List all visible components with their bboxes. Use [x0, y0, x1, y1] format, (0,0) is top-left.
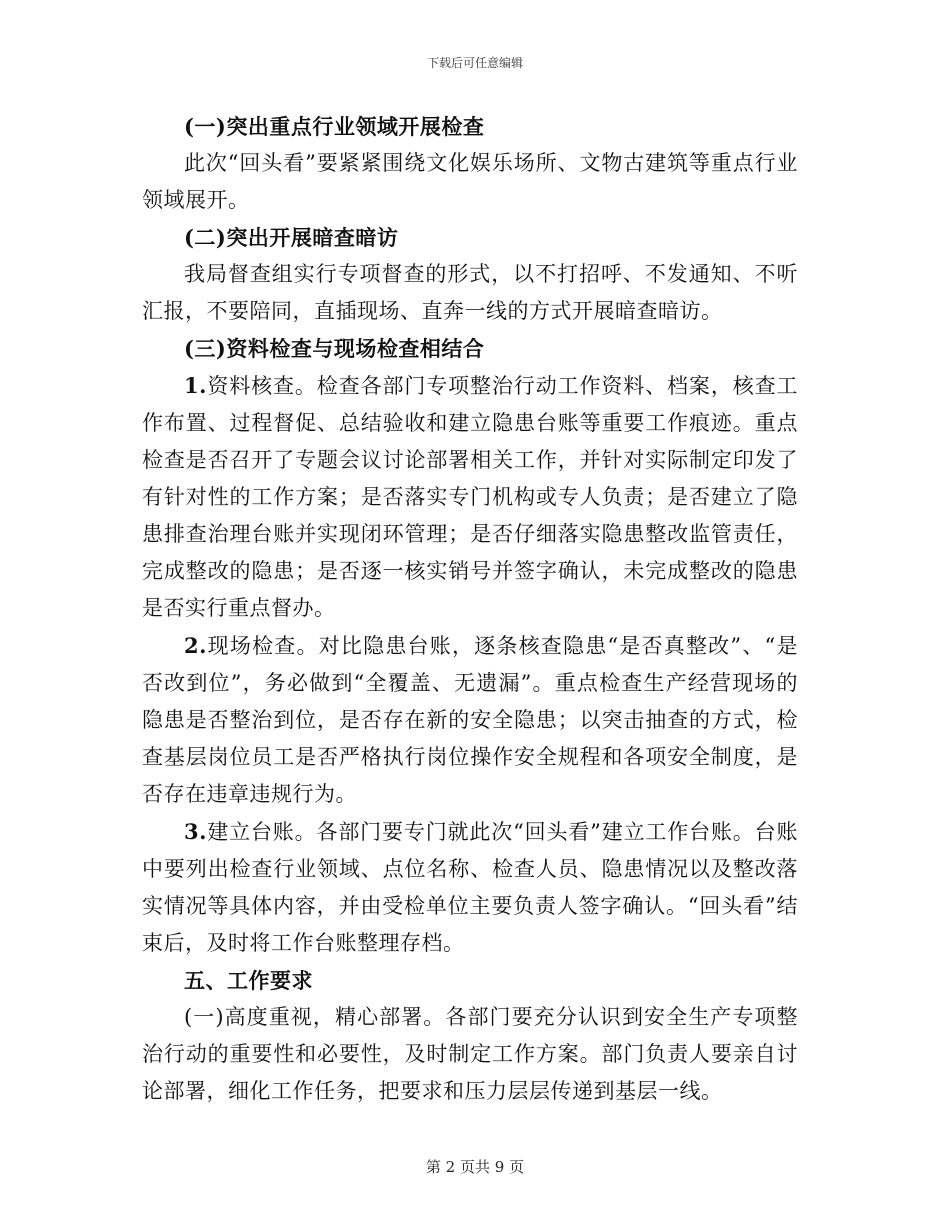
paragraph-4 — [142, 627, 798, 813]
item-number-1: 1. — [184, 373, 207, 398]
paragraph-6: (一)高度重视，精心部署。各部门要充分认识到安全生产专项整治行动的重要性和必要性，及时制定工作方案。部门负责人要亲自讨论部署，细化工作任务，把要求和压力层层传递到基层一线。 — [142, 1005, 798, 1103]
paragraph-3 — [142, 367, 798, 627]
page-number: 第 2 页共 9 页 — [425, 1158, 525, 1176]
header-note: 下载后可任意编辑 — [426, 56, 523, 70]
paragraph-5 — [142, 813, 798, 962]
paragraph-2: 我局督查组实行专项督查的形式，以不打招呼、不发通知、不听汇报，不要陪同，直插现场、直奔一线的方式开展暗查暗访。 — [142, 262, 798, 323]
paragraph-4-text: 现场检查。对比隐患台账，逐条核查隐患“是否真整改”、“是否改到位”，务必做到“全覆盖、无遗漏”。重点检查生产经营现场的隐患是否整治到位，是否存在新的安全隐患；以突击抽查的方式，检查基层岗位员工是否严格执行岗位操作安全规程和各项安全制度，是否存在违章违规行为。 — [142, 634, 798, 806]
section-heading-1: (一)突出重点行业领域开展检查 — [184, 114, 485, 139]
paragraph-5-text: 建立台账。各部门要专门就此次“回头看”建立工作台账。台账中要列出检查行业领域、点位名称、检查人员、隐患情况以及整改落实情况等具体内容，并由受检单位主要负责人签字确认。“回头看”结束后，及时将工作台账整理存档。 — [142, 820, 798, 955]
section-heading-3: (三)资料检查与现场检查相结合 — [184, 336, 485, 361]
paragraph-1: 此次“回头看”要紧紧围绕文化娱乐场所、文物古建筑等重点行业领域展开。 — [142, 151, 798, 212]
item-number-3: 3. — [184, 819, 207, 844]
item-number-2: 2. — [184, 633, 207, 658]
section-heading-4: 五、工作要求 — [184, 968, 313, 993]
document-body — [142, 108, 798, 1110]
section-heading-2: (二)突出开展暗查暗访 — [184, 225, 399, 250]
paragraph-3-text: 资料核查。检查各部门专项整治行动工作资料、档案，核查工作布置、过程督促、总结验收和建立隐患台账等重要工作痕迹。重点检查是否召开了专题会议讨论部署相关工作，并针对实际制定印发了有针对性的工作方案；是否落实专门机构或专人负责；是否建立了隐患排查治理台账并实现闭环管理；是否仔细落实隐患整改监管责任，完成整改的隐患；是否逐一核实销号并签字确认，未完成整改的隐患是否实行重点督办。 — [142, 374, 798, 620]
